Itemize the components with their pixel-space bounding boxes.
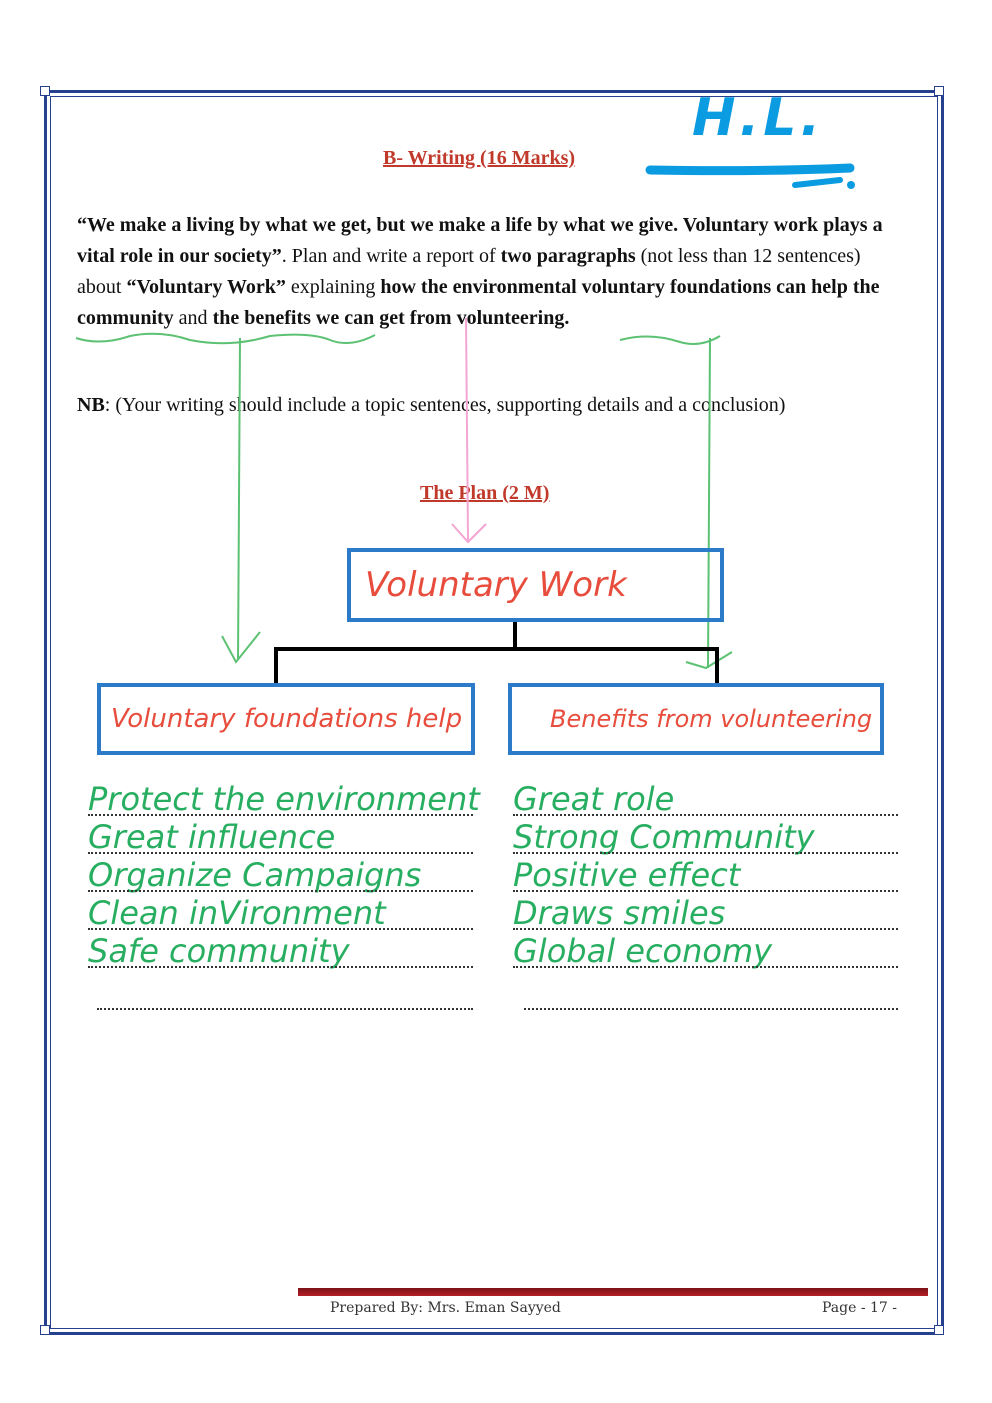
left-points-list xyxy=(88,780,480,970)
prompt-bold: how the environmental voluntary foundations can help the community xyxy=(77,276,880,329)
prompt-bold: the benefits we can get from volunteering. xyxy=(212,307,570,329)
plan-right-box: Benefits from volunteering xyxy=(508,683,884,755)
list-item: Strong Community xyxy=(513,818,898,856)
list-item: Organize Campaigns xyxy=(88,856,473,894)
green-arrow-line xyxy=(238,338,240,660)
cyan-pen-stroke xyxy=(650,168,850,171)
footer-bar xyxy=(298,1288,928,1296)
footer-page-number: Page - 17 - xyxy=(822,1300,898,1316)
list-item: Clean inVironment xyxy=(88,894,473,932)
green-arrow-head xyxy=(222,632,260,662)
green-wavy-underline xyxy=(620,336,720,344)
prompt-text: . Plan and write a report of xyxy=(281,245,501,267)
empty-dotted-line xyxy=(97,1008,473,1010)
empty-dotted-line xyxy=(524,1008,898,1010)
list-item: Safe community xyxy=(88,932,473,970)
tree-connector-horizontal xyxy=(274,647,719,651)
hl-handwritten-mark: H.L. xyxy=(692,88,825,148)
plan-title: The Plan (2 M) xyxy=(420,482,550,504)
plan-main-box: Voluntary Work xyxy=(347,548,724,622)
prompt-text: (not less than 12 sentences) about xyxy=(77,245,861,298)
prompt-text: and xyxy=(173,307,213,329)
prompt-text: explaining xyxy=(285,276,381,298)
list-item: Positive effect xyxy=(513,856,898,894)
tree-connector-right xyxy=(715,647,719,683)
nb-text: : (Your writing should include a topic sentences, supporting details and a conclusion) xyxy=(104,394,786,416)
tree-connector-left xyxy=(274,647,278,683)
pink-arrow-head xyxy=(452,524,486,542)
cyan-pen-stroke xyxy=(795,180,840,185)
plan-left-box: Voluntary foundations help xyxy=(97,683,475,755)
footer-author: Prepared By: Mrs. Eman Sayyed xyxy=(330,1300,561,1316)
list-item: Protect the environment xyxy=(88,780,480,818)
list-item: Great influence xyxy=(88,818,473,856)
nb-label: NB xyxy=(77,394,105,416)
prompt-bold: “Voluntary Work” xyxy=(126,276,286,298)
prompt-quote: “We make a living by what we get, but we make a life by what we give. Voluntary work plays a vital role in our society” xyxy=(77,214,883,267)
list-item: Global economy xyxy=(513,932,898,970)
cyan-pen-dot xyxy=(847,181,855,189)
tree-connector-vertical xyxy=(513,622,517,650)
prompt-bold: two paragraphs xyxy=(500,245,636,267)
section-title: B- Writing (16 Marks) xyxy=(383,147,576,169)
green-wavy-underline xyxy=(76,334,375,343)
list-item: Great role xyxy=(513,780,898,818)
pink-arrow-line xyxy=(466,318,468,540)
right-points-list xyxy=(513,780,898,970)
list-item: Draws smiles xyxy=(513,894,898,932)
